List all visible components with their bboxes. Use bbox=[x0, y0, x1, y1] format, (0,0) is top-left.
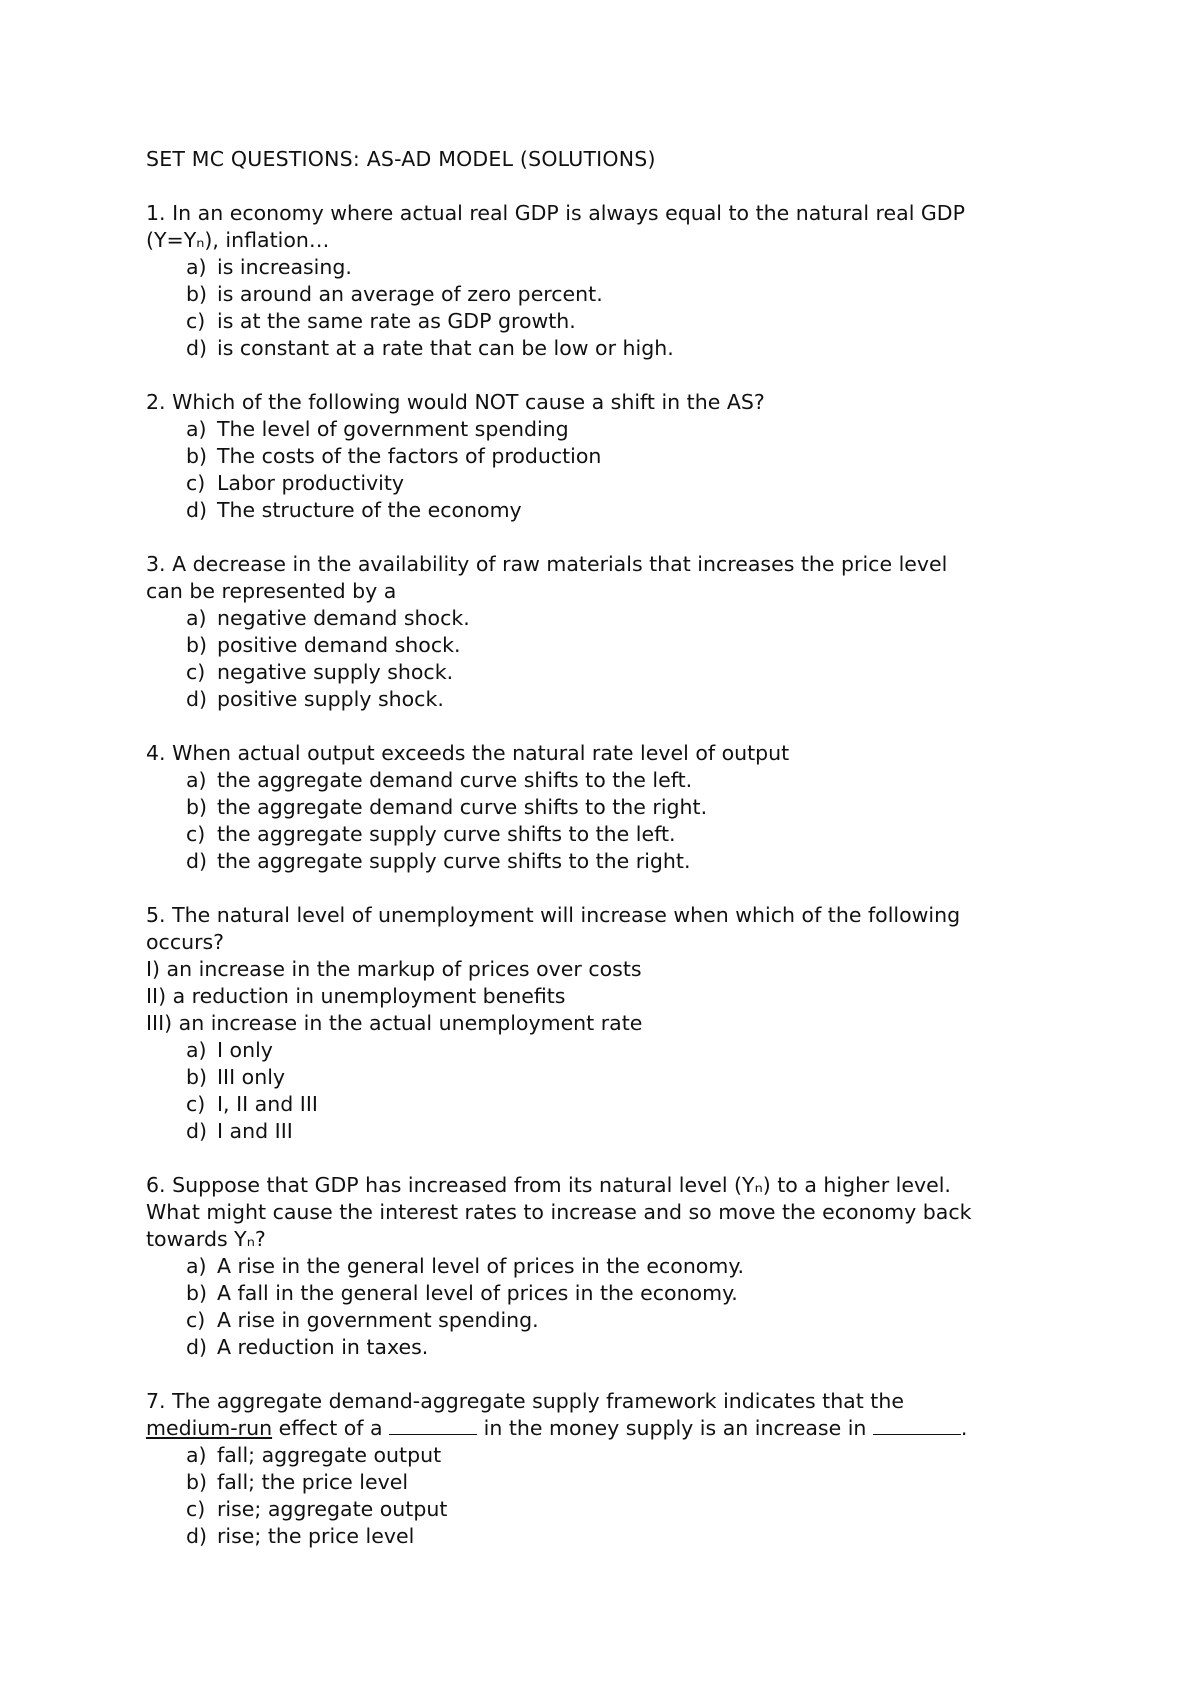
option-letter: a) bbox=[186, 255, 207, 279]
option-c bbox=[146, 470, 1066, 497]
statement-line: II) a reduction in unemployment benefits bbox=[146, 984, 566, 1008]
fill-in-blank bbox=[389, 1416, 477, 1435]
fill-in-blank bbox=[873, 1416, 961, 1435]
option-text: positive demand shock. bbox=[217, 633, 461, 657]
option-letter: d) bbox=[186, 687, 208, 711]
option-text: III only bbox=[217, 1065, 286, 1089]
question-stem bbox=[146, 740, 1066, 767]
option-c bbox=[146, 308, 1066, 335]
option-b bbox=[146, 1280, 1066, 1307]
option-text: A reduction in taxes. bbox=[217, 1335, 429, 1359]
option-d bbox=[146, 1523, 1066, 1550]
stem-text: . bbox=[960, 1416, 968, 1440]
stem-line: occurs? bbox=[146, 930, 225, 954]
option-text: is around an average of zero percent. bbox=[217, 282, 603, 306]
option-letter: d) bbox=[186, 336, 208, 360]
statement-line: I) an increase in the markup of prices over costs bbox=[146, 957, 642, 981]
option-text: The costs of the factors of production bbox=[217, 444, 602, 468]
option-letter: b) bbox=[186, 795, 208, 819]
option-text: the aggregate supply curve shifts to the left. bbox=[217, 822, 676, 846]
option-a bbox=[146, 605, 1066, 632]
option-text: rise; aggregate output bbox=[217, 1497, 448, 1521]
option-text: positive supply shock. bbox=[217, 687, 444, 711]
option-c bbox=[146, 1091, 1066, 1118]
option-letter: a) bbox=[186, 417, 207, 441]
option-text: I, II and III bbox=[217, 1092, 318, 1116]
stem-line: 4. When actual output exceeds the natural rate level of output bbox=[146, 741, 790, 765]
option-d bbox=[146, 686, 1066, 713]
option-text: The level of government spending bbox=[217, 417, 569, 441]
question-4 bbox=[146, 740, 1066, 875]
question-7 bbox=[146, 1388, 1066, 1550]
option-letter: a) bbox=[186, 768, 207, 792]
stem-line: towards Yₙ? bbox=[146, 1227, 266, 1251]
question-stem bbox=[146, 551, 1066, 605]
stem-line: 6. Suppose that GDP has increased from its natural level (Yₙ) to a higher level. bbox=[146, 1173, 951, 1197]
option-letter: a) bbox=[186, 1443, 207, 1467]
option-letter: c) bbox=[186, 822, 206, 846]
option-d bbox=[146, 1334, 1066, 1361]
option-a bbox=[146, 767, 1066, 794]
option-d bbox=[146, 335, 1066, 362]
question-6 bbox=[146, 1172, 1066, 1361]
option-a bbox=[146, 1442, 1066, 1469]
option-letter: a) bbox=[186, 606, 207, 630]
option-c bbox=[146, 1307, 1066, 1334]
option-text: A rise in the general level of prices in the economy. bbox=[217, 1254, 745, 1278]
option-letter: d) bbox=[186, 849, 208, 873]
option-letter: a) bbox=[186, 1254, 207, 1278]
option-text: rise; the price level bbox=[217, 1524, 415, 1548]
option-letter: c) bbox=[186, 471, 206, 495]
option-text: I only bbox=[217, 1038, 273, 1062]
option-letter: c) bbox=[186, 1497, 206, 1521]
question-stem bbox=[146, 902, 1066, 1037]
option-a bbox=[146, 1037, 1066, 1064]
option-text: The structure of the economy bbox=[217, 498, 522, 522]
option-letter: b) bbox=[186, 1065, 208, 1089]
option-c bbox=[146, 1496, 1066, 1523]
stem-line: 3. A decrease in the availability of raw materials that increases the price level bbox=[146, 552, 948, 576]
option-b bbox=[146, 794, 1066, 821]
option-letter: b) bbox=[186, 1470, 208, 1494]
option-c bbox=[146, 821, 1066, 848]
option-text: the aggregate demand curve shifts to the right. bbox=[217, 795, 708, 819]
stem-line: 7. The aggregate demand-aggregate supply framework indicates that the bbox=[146, 1389, 904, 1413]
stem-line: can be represented by a bbox=[146, 579, 397, 603]
option-a bbox=[146, 1253, 1066, 1280]
option-b bbox=[146, 443, 1066, 470]
option-text: Labor productivity bbox=[217, 471, 405, 495]
question-stem bbox=[146, 1388, 1066, 1442]
option-letter: a) bbox=[186, 1038, 207, 1062]
option-letter: d) bbox=[186, 1524, 208, 1548]
option-text: A fall in the general level of prices in the economy. bbox=[217, 1281, 738, 1305]
option-letter: d) bbox=[186, 1335, 208, 1359]
option-b bbox=[146, 1469, 1066, 1496]
stem-text: in the money supply is an increase in bbox=[477, 1416, 873, 1440]
option-letter: b) bbox=[186, 1281, 208, 1305]
option-text: negative demand shock. bbox=[217, 606, 470, 630]
document-page bbox=[146, 146, 1066, 1577]
option-text: I and III bbox=[217, 1119, 293, 1143]
stem-line: 5. The natural level of unemployment will increase when which of the following bbox=[146, 903, 961, 927]
option-d bbox=[146, 848, 1066, 875]
option-letter: c) bbox=[186, 660, 206, 684]
option-c bbox=[146, 659, 1066, 686]
option-b bbox=[146, 1064, 1066, 1091]
option-letter: b) bbox=[186, 282, 208, 306]
option-text: A rise in government spending. bbox=[217, 1308, 539, 1332]
option-letter: d) bbox=[186, 498, 208, 522]
option-a bbox=[146, 416, 1066, 443]
stem-line: (Y=Yₙ), inflation… bbox=[146, 228, 330, 252]
question-3 bbox=[146, 551, 1066, 713]
stem-line: 2. Which of the following would NOT cause a shift in the AS? bbox=[146, 390, 765, 414]
question-5 bbox=[146, 902, 1066, 1145]
question-stem bbox=[146, 1172, 1066, 1253]
statement-line: III) an increase in the actual unemployment rate bbox=[146, 1011, 643, 1035]
option-text: the aggregate supply curve shifts to the right. bbox=[217, 849, 691, 873]
option-letter: c) bbox=[186, 1308, 206, 1332]
option-text: fall; aggregate output bbox=[217, 1443, 442, 1467]
option-d bbox=[146, 1118, 1066, 1145]
option-letter: b) bbox=[186, 633, 208, 657]
option-b bbox=[146, 281, 1066, 308]
option-text: is increasing. bbox=[217, 255, 352, 279]
option-text: fall; the price level bbox=[217, 1470, 409, 1494]
option-text: the aggregate demand curve shifts to the left. bbox=[217, 768, 693, 792]
question-2 bbox=[146, 389, 1066, 524]
stem-line: 1. In an economy where actual real GDP is always equal to the natural real GDP bbox=[146, 201, 965, 225]
option-letter: c) bbox=[186, 1092, 206, 1116]
option-letter: b) bbox=[186, 444, 208, 468]
option-a bbox=[146, 254, 1066, 281]
stem-text: effect of a bbox=[272, 1416, 390, 1440]
option-text: is constant at a rate that can be low or high. bbox=[217, 336, 674, 360]
stem-line: What might cause the interest rates to increase and so move the economy back bbox=[146, 1200, 972, 1224]
option-text: negative supply shock. bbox=[217, 660, 454, 684]
document-title: SET MC QUESTIONS: AS-AD MODEL (SOLUTIONS) bbox=[146, 147, 656, 171]
question-stem bbox=[146, 389, 1066, 416]
option-letter: c) bbox=[186, 309, 206, 333]
stem-line bbox=[146, 1415, 1066, 1442]
underlined-term: medium-run bbox=[146, 1416, 273, 1440]
question-1 bbox=[146, 200, 1066, 362]
option-d bbox=[146, 497, 1066, 524]
option-letter: d) bbox=[186, 1119, 208, 1143]
option-b bbox=[146, 632, 1066, 659]
option-text: is at the same rate as GDP growth. bbox=[217, 309, 576, 333]
question-stem bbox=[146, 200, 1066, 254]
